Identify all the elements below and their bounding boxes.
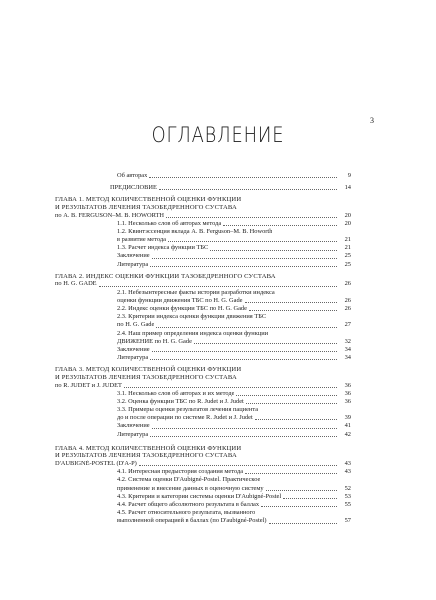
toc-entry-conclusion — [55, 422, 351, 430]
toc-entry-page: 26 — [344, 280, 351, 288]
toc-entry-preface — [55, 184, 351, 192]
toc-entry-text: 1.2. Квинтэссенция вклада A. B. Ferguson–M. B. Howorth — [117, 227, 273, 235]
dot-leader — [283, 497, 337, 499]
toc-entry-conclusion — [55, 253, 351, 261]
toc-entry-text: Об авторах — [117, 171, 148, 179]
toc-entry — [55, 228, 351, 236]
dot-leader — [194, 342, 337, 344]
toc-entry-page: 21 — [344, 236, 351, 244]
page-number: 3 — [370, 116, 374, 125]
toc-entry-text: 2.1. Небезынтересные факты истории разработки индекса — [117, 288, 275, 296]
toc-entry-page: 52 — [344, 484, 351, 492]
toc-entry-text: ПРЕДИСЛОВИЕ — [110, 184, 157, 192]
toc-entry — [55, 414, 351, 422]
toc-entry-text: 4.4. Расчет общего абсолютного результата в баллах — [117, 500, 260, 508]
toc-entry-page: 36 — [344, 381, 351, 389]
dot-leader — [124, 386, 337, 388]
toc-entry-page: 43 — [344, 460, 351, 468]
chapter-heading-line: ГЛАВА 1. МЕТОД КОЛИЧЕСТВЕННОЙ ОЦЕНКИ ФУНКЦИИ — [55, 196, 242, 204]
toc-entry — [55, 390, 351, 398]
dot-leader — [150, 358, 337, 360]
toc-entry-text: по R. JUDET и J. JUDET — [55, 381, 122, 389]
toc-entry — [55, 305, 351, 313]
toc-entry — [55, 313, 351, 321]
toc-entry-text: выполненной операцией в баллах (по D'aubigné-Postel) — [117, 517, 267, 525]
toc-entry-conclusion — [55, 346, 351, 354]
toc-entry-text: Литература — [117, 260, 149, 268]
toc-entry — [55, 398, 351, 406]
toc-entry — [55, 509, 351, 517]
chapter-heading-line: ГЛАВА 4. МЕТОД КОЛИЧЕСТВЕННОЙ ОЦЕНКИ ФУНКЦИИ — [55, 444, 242, 452]
toc-entry-page: 9 — [347, 171, 351, 179]
toc-entry-text: Литература — [117, 354, 149, 362]
chapter-heading — [55, 366, 351, 381]
dot-leader — [156, 326, 337, 328]
toc-entry-text: 2.3. Критерии индекса оценки функции движения ТБС — [117, 313, 267, 321]
toc-entry-page: 53 — [344, 492, 351, 500]
toc-entry — [55, 517, 351, 525]
toc-entry — [55, 330, 351, 338]
toc-entry-text: в развитие метода — [117, 236, 166, 244]
toc-entry-page: 27 — [344, 321, 351, 329]
toc-entry-page: 36 — [344, 397, 351, 405]
toc-entry — [55, 476, 351, 484]
dot-leader — [255, 418, 337, 420]
toc-entry-literature — [55, 261, 351, 269]
toc-entry-page: 32 — [344, 337, 351, 345]
toc-entry-page: 25 — [344, 252, 351, 260]
dot-leader — [269, 522, 337, 524]
toc-entry-page: 14 — [344, 184, 351, 192]
dot-leader — [245, 472, 337, 474]
chapter-heading-line: И РЕЗУЛЬТАТОВ ЛЕЧЕНИЯ ТАЗОБЕДРЕННОГО СУСТАВА — [55, 373, 237, 381]
toc-entry-text: 3.1. Несколько слов об авторах и их методе — [117, 389, 235, 397]
toc-entry-literature — [55, 354, 351, 362]
dot-leader — [245, 301, 338, 303]
toc-entry-page: 25 — [344, 260, 351, 268]
toc-entry-page: 57 — [344, 517, 351, 525]
toc-entry — [55, 406, 351, 414]
toc-entry — [55, 220, 351, 228]
toc-entry-page: 34 — [344, 345, 351, 353]
dot-leader — [152, 427, 337, 429]
toc-entry-text: до и после операции по системе R. Judet и J. Judet — [117, 414, 253, 422]
toc-entry-page: 42 — [344, 430, 351, 438]
chapter-heading-line: И РЕЗУЛЬТАТОВ ЛЕЧЕНИЯ ТАЗОБЕДРЕННОГО СУСТАВА — [55, 452, 237, 460]
dot-leader — [166, 216, 337, 218]
dot-leader — [210, 249, 337, 251]
dot-leader — [266, 489, 337, 491]
toc-entry-text: Заключение — [117, 252, 150, 260]
dot-leader — [150, 265, 337, 267]
dot-leader — [159, 188, 337, 190]
chapter-heading — [55, 445, 351, 460]
toc-entry — [55, 338, 351, 346]
chapter-heading-line: ГЛАВА 2. ИНДЕКС ОЦЕНКИ ФУНКЦИИ ТАЗОБЕДРЕННОГО СУСТАВА — [55, 272, 276, 280]
toc-entry-text: применение и внесение данных в оценочную систему — [117, 484, 264, 492]
table-of-contents — [55, 172, 351, 526]
dot-leader — [261, 505, 337, 507]
toc-entry-text: 3.2. Оценка функции ТБС по R. Judet и J. Judet — [117, 397, 244, 405]
toc-entry-page: 41 — [344, 422, 351, 430]
toc-entry — [55, 244, 351, 252]
toc-entry-text: 2.4. Наш пример определения индекса оценки функции — [117, 329, 269, 337]
toc-entry-page: 39 — [344, 414, 351, 422]
toc-entry-page: 55 — [344, 500, 351, 508]
toc-entry-text: D'AUBIGNÉ-POSTEL (D'A-P) — [55, 460, 137, 468]
toc-entry — [55, 236, 351, 244]
toc-title: ОГЛАВЛЕНИЕ — [151, 123, 285, 147]
toc-entry-page: 43 — [344, 468, 351, 476]
toc-entry-page: 21 — [344, 244, 351, 252]
toc-entry-text: Заключение — [117, 422, 150, 430]
toc-entry-text: 3.3. Примеры оценки результатов лечения пациента — [117, 406, 259, 414]
chapter-heading-line: И РЕЗУЛЬТАТОВ ЛЕЧЕНИЯ ТАЗОБЕДРЕННОГО СУСТАВА — [55, 203, 237, 211]
toc-entry-text: ДВИЖЕНИЕ по H. G. Gade — [117, 337, 192, 345]
toc-entry-text: 4.2. Система оценки D'Aubigné-Postel. Практическое — [117, 476, 261, 484]
toc-entry-text: 4.1. Интересная предыстория создания метода — [117, 468, 244, 476]
toc-entry-text: по A. B. FERGUSON–M. B. HOWORTH — [55, 211, 165, 219]
toc-entry-page: 20 — [344, 219, 351, 227]
toc-entry-text: 4.3. Критерии и категории системы оценки D'Aubigné-Postel — [117, 492, 282, 500]
toc-entry-page: 36 — [344, 389, 351, 397]
dot-leader — [99, 285, 337, 287]
dot-leader — [236, 394, 337, 396]
chapter-subheading — [55, 212, 351, 220]
chapter-subheading — [55, 280, 351, 288]
toc-entry-page: 34 — [344, 354, 351, 362]
toc-entry-about-authors — [55, 172, 351, 180]
toc-entry-text: Литература — [117, 430, 149, 438]
toc-entry — [55, 493, 351, 501]
toc-entry-page: 26 — [344, 305, 351, 313]
dot-leader — [139, 464, 337, 466]
chapter-heading-line: ГЛАВА 3. МЕТОД КОЛИЧЕСТВЕННОЙ ОЦЕНКИ ФУНКЦИИ — [55, 366, 242, 374]
toc-entry — [55, 297, 351, 305]
chapter-subheading — [55, 460, 351, 468]
chapter-heading — [55, 196, 351, 211]
toc-entry-text: 2.2. Индекс оценки функции ТБС по H. G. Gade — [117, 305, 247, 313]
toc-entry-text: по H. G. GADE — [55, 280, 97, 288]
toc-entry-page: 20 — [344, 211, 351, 219]
toc-entry — [55, 485, 351, 493]
dot-leader — [249, 309, 337, 311]
toc-entry-text: 1.3. Расчет индекса функции ТБС — [117, 244, 209, 252]
toc-entry-text: по H. G. Gade — [117, 321, 155, 329]
toc-entry-text: 1.1. Несколько слов об авторах метода — [117, 219, 222, 227]
dot-leader — [223, 224, 337, 226]
dot-leader — [168, 240, 337, 242]
dot-leader — [149, 176, 337, 178]
dot-leader — [150, 435, 337, 437]
chapter-subheading — [55, 382, 351, 390]
toc-entry — [55, 468, 351, 476]
toc-entry-literature — [55, 431, 351, 439]
toc-entry-text: 4.5. Расчет относительного результата, вызванного — [117, 509, 256, 517]
dot-leader — [246, 402, 337, 404]
toc-entry — [55, 289, 351, 297]
toc-entry — [55, 321, 351, 329]
toc-entry-text: Заключение — [117, 345, 150, 353]
dot-leader — [152, 350, 337, 352]
dot-leader — [152, 257, 337, 259]
toc-entry-text: оценки функции движения ТБС по H. G. Gade — [117, 296, 243, 304]
toc-entry — [55, 501, 351, 509]
toc-entry-page: 26 — [344, 296, 351, 304]
chapter-heading — [55, 273, 351, 281]
